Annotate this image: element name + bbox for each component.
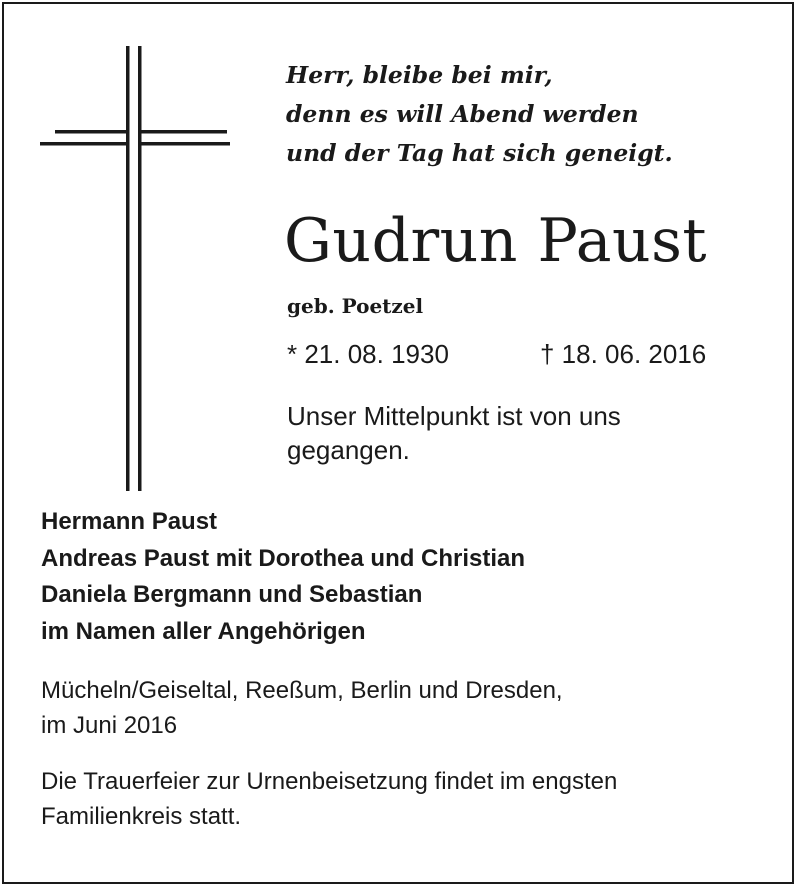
mourner-line: Andreas Paust mit Dorothea und Christian xyxy=(41,544,526,572)
maiden-name: geb. Poetzel xyxy=(287,294,424,318)
double-line-cross-icon xyxy=(40,46,230,491)
mourner-line: im Namen aller Angehörigen xyxy=(41,617,366,645)
mourner-line: Daniela Bergmann und Sebastian xyxy=(41,581,423,608)
death-date: † 18. 06. 2016 xyxy=(540,339,707,369)
place-and-date xyxy=(41,673,771,743)
scripture-verse xyxy=(286,56,766,173)
notice-line: Die Trauerfeier zur Urnenbeisetzung findet im engsten xyxy=(41,768,618,795)
life-dates xyxy=(287,336,747,372)
verse-line: und der Tag hat sich geneigt. xyxy=(286,139,673,167)
obituary-frame xyxy=(2,2,794,884)
motto-line: Unser Mittelpunkt ist von uns xyxy=(287,401,621,431)
place-line: Mücheln/Geiseltal, Reeßum, Berlin und Dresden, xyxy=(41,677,563,704)
verse-line: Herr, bleibe bei mir, xyxy=(286,61,553,89)
mourners-list xyxy=(41,504,771,650)
deceased-name: Gudrun Paust xyxy=(284,206,708,276)
birth-date: * 21. 08. 1930 xyxy=(287,339,449,369)
funeral-notice xyxy=(41,764,781,834)
date-line: im Juni 2016 xyxy=(41,712,178,739)
motto-line: gegangen. xyxy=(287,435,410,465)
verse-line: denn es will Abend werden xyxy=(286,100,639,128)
memorial-motto xyxy=(287,399,767,467)
notice-line: Familienkreis statt. xyxy=(41,803,242,830)
mourner-line: Hermann Paust xyxy=(41,508,218,535)
